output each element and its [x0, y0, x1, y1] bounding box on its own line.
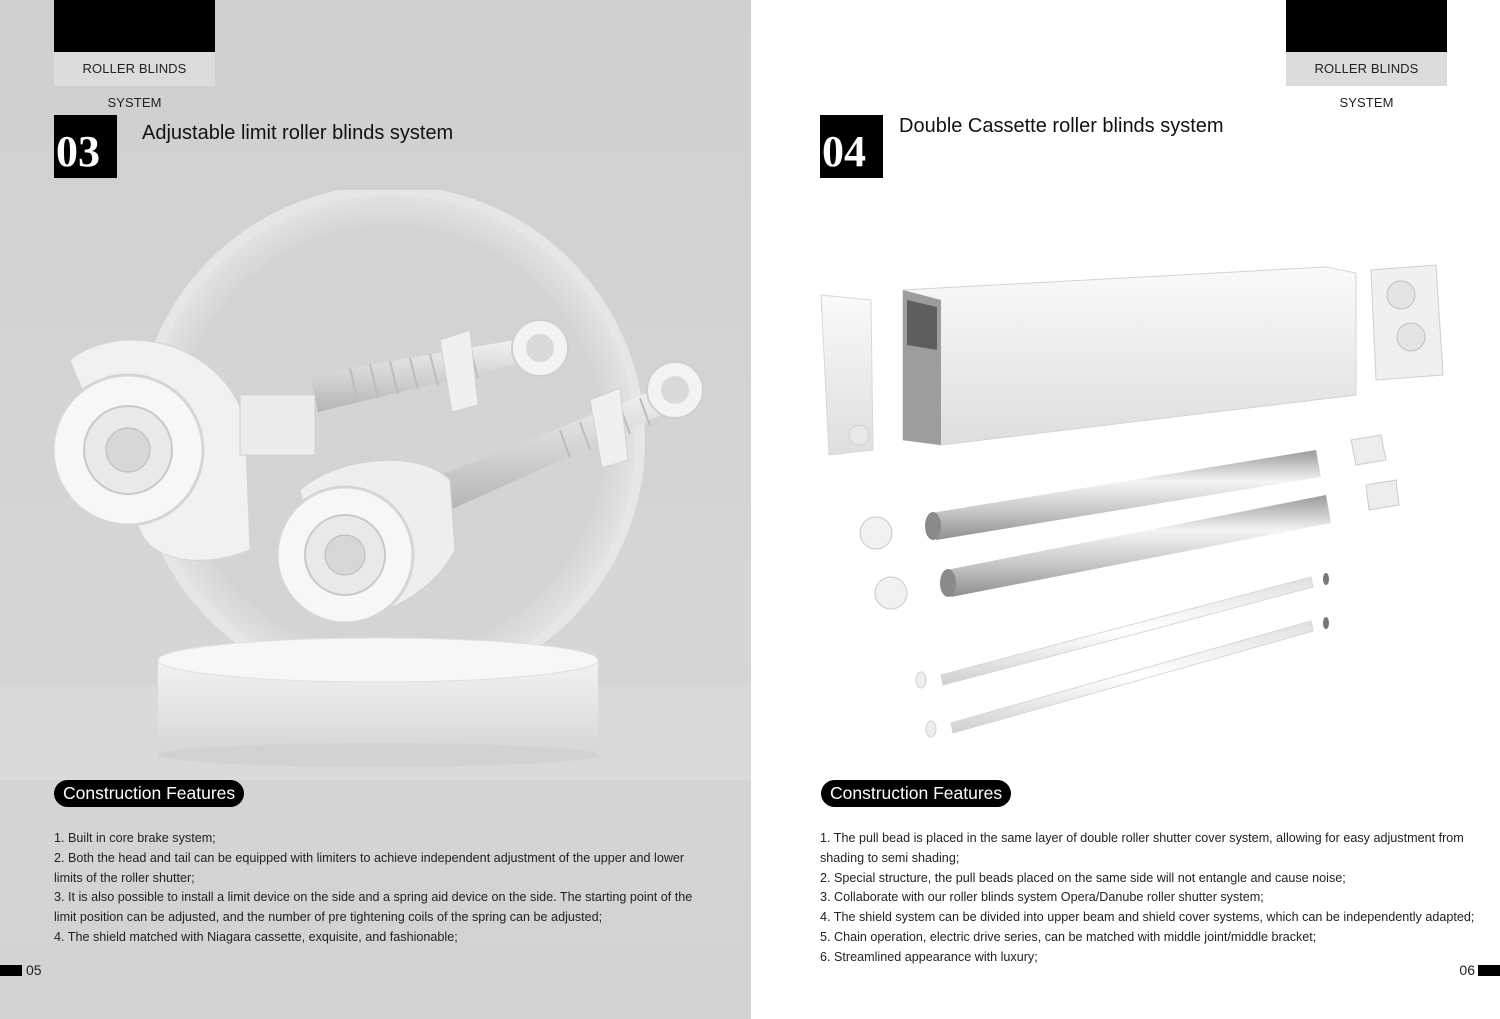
header-black-block: [1286, 0, 1447, 52]
feature-item: 4. The shield matched with Niagara cassette, exquisite, and fashionable;: [54, 929, 458, 944]
page-number-bar: [0, 965, 22, 976]
feature-item: 3. It is also possible to install a limit device on the side and a spring aid device on the side. The starting point of the limit position can be adjusted, and the number of pre tightening coils of the spring can be adjusted;: [54, 890, 693, 925]
features-list: [54, 829, 694, 948]
section-number: 04: [820, 115, 883, 178]
page-number: 06: [1459, 962, 1475, 978]
features-list: [820, 829, 1480, 968]
feature-item: 3. Collaborate with our roller blinds system Opera/Danube roller shutter system;: [820, 890, 1264, 905]
section-title: Adjustable limit roller blinds system: [142, 122, 454, 144]
feature-item: 6. Streamlined appearance with luxury;: [820, 949, 1038, 964]
page-right: [751, 0, 1500, 1019]
feature-item: 1. The pull bead is placed in the same layer of double roller shutter cover system, allowing for easy adjustment from shading to semi shading;: [820, 831, 1464, 865]
feature-item: 2. Special structure, the pull beads placed on the same side will not entangle and cause noise;: [820, 870, 1346, 885]
product-image-limit-mechanism: [0, 190, 751, 780]
feature-item: 4. The shield system can be divided into upper beam and shield cover systems, which can be independently adapted;: [820, 910, 1475, 925]
page-number: 05: [26, 962, 42, 978]
feature-item: 1. Built in core brake system;: [54, 831, 216, 845]
section-title: Double Cassette roller blinds system: [899, 115, 1224, 137]
header-label: ROLLER BLINDS SYSTEM: [54, 52, 215, 86]
section-number: 03: [54, 115, 117, 178]
header-black-block: [54, 0, 215, 52]
page-number-bar: [1478, 965, 1500, 976]
construction-features-heading: Construction Features: [821, 780, 1011, 807]
construction-features-heading: Construction Features: [54, 780, 244, 807]
header-label: ROLLER BLINDS SYSTEM: [1286, 52, 1447, 86]
product-image-double-cassette: [811, 255, 1461, 755]
feature-item: 5. Chain operation, electric drive series, can be matched with middle joint/middle bracket;: [820, 929, 1317, 944]
feature-item: 2. Both the head and tail can be equipped with limiters to achieve independent adjustment of the upper and lower limits of the roller shutter;: [54, 850, 685, 885]
